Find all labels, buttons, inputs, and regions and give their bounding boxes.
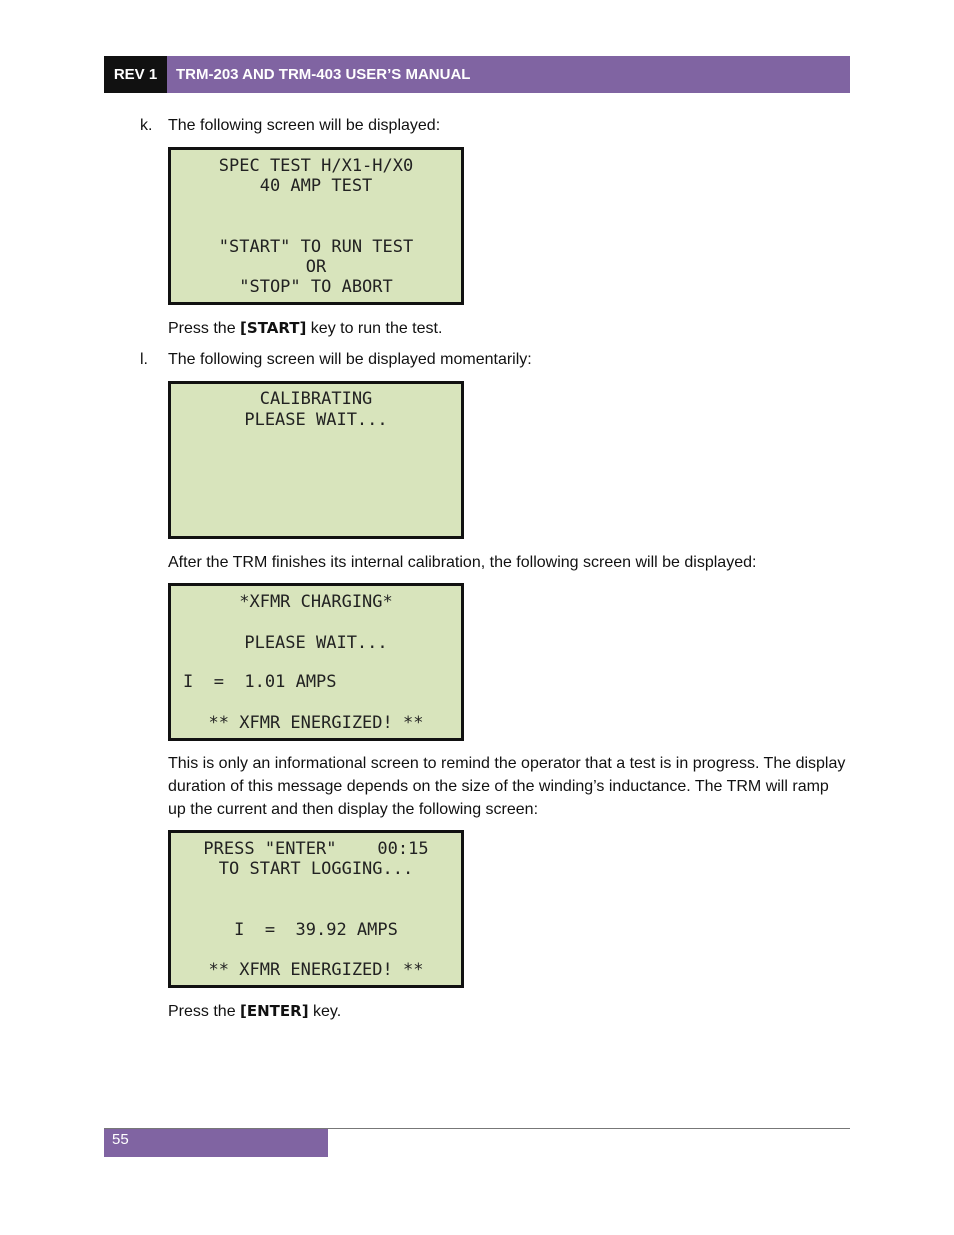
press-enter-instruction bbox=[168, 1000, 848, 1023]
lcd-screen-logging bbox=[168, 830, 464, 988]
lcd-line: CALIBRATING bbox=[259, 389, 373, 409]
lcd-line: "START" TO RUN TEST bbox=[218, 237, 414, 257]
lcd-line: PLEASE WAIT... bbox=[244, 410, 388, 430]
step-l-letter: l. bbox=[140, 351, 148, 368]
step-k-text: The following screen will be displayed: bbox=[168, 117, 441, 134]
instruction-text: Press the bbox=[168, 1003, 241, 1020]
page-header bbox=[104, 56, 850, 93]
lcd-line: OR bbox=[305, 257, 327, 277]
lcd-line: PLEASE WAIT... bbox=[244, 633, 388, 653]
instruction-text: Press the bbox=[168, 320, 241, 337]
lcd-line: I = 1.01 AMPS bbox=[183, 672, 337, 692]
lcd-line: "STOP" TO ABORT bbox=[239, 277, 393, 297]
revision-label: REV 1 bbox=[104, 56, 167, 93]
lcd-line: SPEC TEST H/X1-H/X0 bbox=[218, 156, 414, 176]
lcd-line: I = 39.92 AMPS bbox=[234, 920, 398, 940]
step-k-letter: k. bbox=[140, 117, 153, 134]
enter-key-label: [ENTER] bbox=[240, 1002, 309, 1020]
lcd-screen-charging bbox=[168, 583, 464, 741]
informational-text: This is only an informational screen to remind the operator that a test is in progress. The display duration of this message depends on the size of the winding’s inductance. The TRM will ramp up the current and then display the following screen: bbox=[168, 755, 846, 818]
lcd-line: ** XFMR ENERGIZED! ** bbox=[208, 713, 424, 733]
lcd-line: PRESS "ENTER" 00:15 bbox=[203, 839, 429, 859]
instruction-text: key. bbox=[308, 1003, 342, 1020]
step-l-text: The following screen will be displayed momentarily: bbox=[168, 351, 532, 368]
instruction-text: key to run the test. bbox=[306, 320, 443, 337]
lcd-line: 40 AMP TEST bbox=[259, 176, 373, 196]
lcd-line: ** XFMR ENERGIZED! ** bbox=[208, 960, 424, 980]
lcd-line: TO START LOGGING... bbox=[218, 859, 414, 879]
manual-title: TRM-203 AND TRM-403 USER’S MANUAL bbox=[167, 56, 850, 93]
lcd-screen-calibrating bbox=[168, 381, 464, 539]
after-calibration-text: After the TRM finishes its internal calibration, the following screen will be displayed: bbox=[168, 554, 757, 571]
lcd-line: *XFMR CHARGING* bbox=[239, 592, 393, 612]
lcd-screen-spec-test bbox=[168, 147, 464, 305]
press-start-instruction bbox=[168, 317, 848, 340]
page-number: 55 bbox=[104, 1129, 328, 1157]
lcd-line bbox=[171, 196, 461, 216]
start-key-label: [START] bbox=[240, 319, 307, 337]
